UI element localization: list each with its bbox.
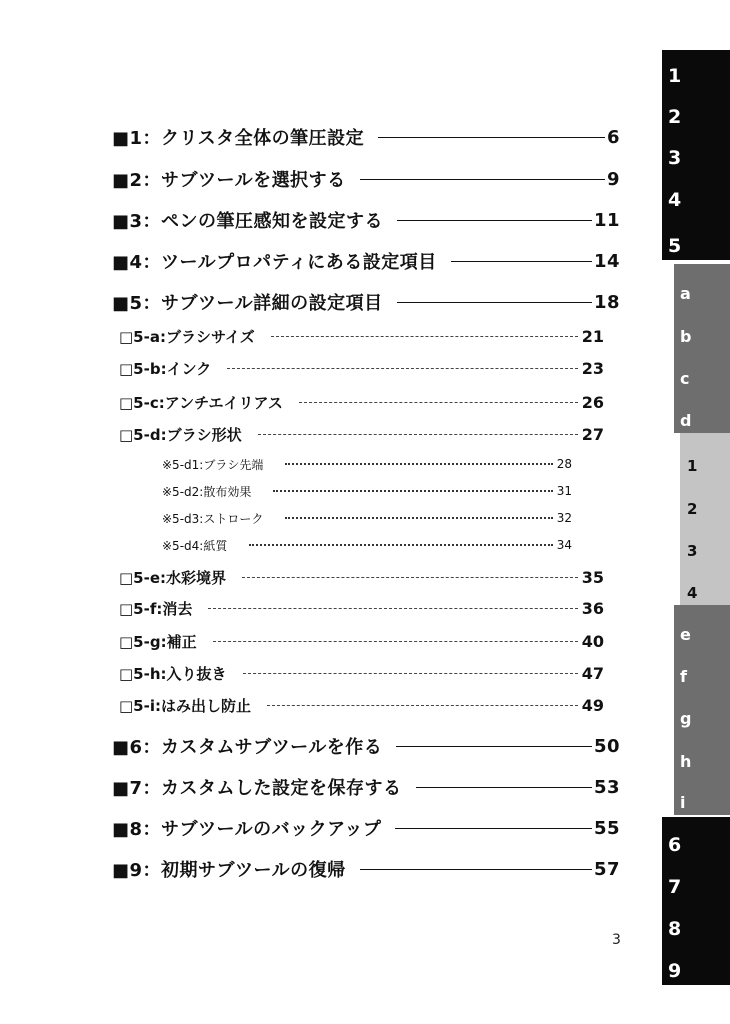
- index-tab-label: e: [680, 625, 691, 644]
- toc-entry-1[interactable]: [112, 124, 620, 150]
- toc-entry-page: 57: [593, 858, 620, 880]
- toc-entry-8[interactable]: [112, 815, 620, 841]
- leader-line: [285, 517, 552, 519]
- index-tab-9[interactable]: [662, 943, 730, 985]
- toc-entry-page: 21: [581, 326, 604, 346]
- index-tab-2[interactable]: [662, 90, 730, 131]
- toc-entry-5d[interactable]: [119, 422, 604, 446]
- index-tab-label: 1: [668, 65, 682, 87]
- toc-entry-2[interactable]: [112, 166, 620, 192]
- leader-line: [416, 787, 592, 788]
- leader-line: [258, 434, 578, 435]
- toc-entry-page: 34: [556, 538, 572, 552]
- index-tab-label: i: [680, 793, 686, 812]
- toc-entry-title: □5-g:補正: [119, 632, 197, 651]
- toc-entry-4[interactable]: [112, 248, 620, 274]
- toc-entry-5b[interactable]: [119, 356, 604, 380]
- index-tab-5f[interactable]: [674, 647, 730, 689]
- leader-line: [451, 261, 592, 262]
- toc-entry-title: □5-f:消去: [119, 599, 193, 618]
- toc-entry-title: ■4：ツールプロパティにある設定項目: [112, 252, 437, 273]
- toc-entry-5d1[interactable]: [162, 454, 572, 474]
- index-tab-5d4[interactable]: [680, 563, 730, 605]
- toc-entry-6[interactable]: [112, 733, 620, 759]
- toc-entry-page: 36: [581, 598, 604, 618]
- leader-line: [273, 490, 552, 492]
- toc-entry-5c[interactable]: [119, 390, 604, 414]
- toc-entry-title: □5-b:インク: [119, 359, 212, 378]
- leader-line: [208, 608, 577, 609]
- toc-entry-title: □5-a:ブラシサイズ: [119, 327, 255, 346]
- toc-entry-page: 53: [593, 776, 620, 798]
- toc-entry-5d4[interactable]: [162, 535, 572, 555]
- toc-entry-title: ■6：カスタムサブツールを作る: [112, 737, 383, 758]
- toc-entry-page: 40: [581, 631, 604, 651]
- toc-entry-page: 18: [593, 291, 620, 313]
- toc-entry-page: 31: [556, 484, 572, 498]
- toc-entry-5i[interactable]: [119, 693, 604, 717]
- toc-entry-title: ■5：サブツール詳細の設定項目: [112, 293, 383, 314]
- index-tab-5b[interactable]: [674, 306, 730, 349]
- index-tab-label: 3: [687, 542, 698, 560]
- toc-entry-page: 28: [556, 457, 572, 471]
- index-tab-5g[interactable]: [674, 689, 730, 731]
- toc-entry-5e[interactable]: [119, 565, 604, 589]
- toc-entry-title: ※5-d1:ブラシ先端: [162, 457, 264, 472]
- toc-entry-title: ■1：クリスタ全体の筆圧設定: [112, 128, 365, 149]
- toc-entry-page: 47: [581, 663, 604, 683]
- toc-entry-page: 9: [606, 168, 620, 190]
- index-tab-1[interactable]: [662, 50, 730, 90]
- index-tab-5i[interactable]: [674, 774, 730, 815]
- toc-entry-title: □5-c:アンチエイリアス: [119, 393, 283, 412]
- leader-line: [267, 705, 578, 706]
- toc-entry-page: 50: [593, 735, 620, 757]
- index-tab-label: 2: [687, 500, 698, 518]
- leader-line: [360, 179, 605, 180]
- index-tab-7[interactable]: [662, 859, 730, 901]
- toc-entry-page: 11: [593, 209, 620, 231]
- index-tab-5h[interactable]: [674, 731, 730, 774]
- index-tab-5d3[interactable]: [680, 521, 730, 563]
- index-tab-label: 3: [668, 147, 682, 169]
- toc-entry-title: □5-e:水彩境界: [119, 568, 227, 587]
- leader-line: [213, 641, 578, 642]
- index-tab-label: 7: [668, 876, 682, 898]
- toc-entry-title: ※5-d4:紙質: [162, 538, 228, 553]
- leader-line: [243, 673, 578, 674]
- toc-entry-page: 14: [593, 250, 620, 272]
- index-tab-5d1[interactable]: [680, 433, 730, 478]
- leader-line: [299, 402, 578, 403]
- toc-entry-page: 49: [581, 695, 604, 715]
- toc-entry-title: ■7：カスタムした設定を保存する: [112, 778, 402, 799]
- index-tab-label: g: [680, 709, 692, 728]
- toc-entry-page: 6: [606, 126, 620, 148]
- index-tab-label: d: [680, 411, 692, 430]
- index-tab-label: 4: [668, 189, 682, 211]
- leader-line: [397, 220, 592, 221]
- index-tab-label: 1: [687, 457, 698, 475]
- index-tab-label: c: [680, 369, 690, 388]
- leader-line: [285, 463, 552, 465]
- index-tab-3[interactable]: [662, 131, 730, 172]
- toc-entry-title: ※5-d2:散布効果: [162, 484, 252, 499]
- index-tab-6[interactable]: [662, 817, 730, 859]
- index-tab-label: a: [680, 284, 691, 303]
- toc-entry-page: 35: [581, 567, 604, 587]
- leader-line: [396, 746, 592, 747]
- leader-line: [397, 302, 592, 303]
- leader-line: [395, 828, 592, 829]
- toc-entry-page: 32: [556, 511, 572, 525]
- leader-line: [378, 137, 605, 138]
- toc-entry-title: ※5-d3:ストローク: [162, 511, 264, 526]
- index-tab-5c[interactable]: [674, 349, 730, 391]
- toc-entry-page: 26: [581, 392, 604, 412]
- toc-entry-3[interactable]: [112, 207, 620, 233]
- index-tab-5d[interactable]: [674, 391, 730, 433]
- toc-entry-page: 27: [581, 424, 604, 444]
- leader-line: [242, 577, 578, 578]
- leader-line: [249, 544, 552, 546]
- toc-entry-5f[interactable]: [119, 596, 604, 620]
- index-tab-5a[interactable]: [674, 264, 730, 306]
- index-tab-8[interactable]: [662, 901, 730, 943]
- toc-entry-5d3[interactable]: [162, 508, 572, 528]
- toc-entry-5[interactable]: [112, 289, 620, 315]
- index-tab-label: 9: [668, 960, 682, 982]
- toc-entry-page: 55: [593, 817, 620, 839]
- index-tab-label: h: [680, 752, 692, 771]
- toc-entry-title: ■9：初期サブツールの復帰: [112, 860, 346, 881]
- index-tab-label: 8: [668, 918, 682, 940]
- index-tab-label: 2: [668, 106, 682, 128]
- leader-line: [271, 336, 578, 337]
- toc-entry-7[interactable]: [112, 774, 620, 800]
- leader-line: [360, 869, 592, 870]
- index-tab-5[interactable]: [662, 214, 730, 260]
- toc-entry-title: □5-d:ブラシ形状: [119, 425, 242, 444]
- index-tab-5d2[interactable]: [680, 478, 730, 521]
- toc-entry-title: □5-h:入り抜き: [119, 664, 227, 683]
- toc-entry-9[interactable]: [112, 856, 620, 882]
- index-tab-5e[interactable]: [674, 605, 730, 647]
- toc-entry-5d2[interactable]: [162, 481, 572, 501]
- index-tab-label: 5: [668, 235, 682, 257]
- leader-line: [227, 368, 577, 369]
- index-tab-label: 4: [687, 584, 698, 602]
- toc-entry-title: □5-i:はみ出し防止: [119, 696, 251, 715]
- toc-entry-5a[interactable]: [119, 324, 604, 348]
- toc-entry-title: ■2：サブツールを選択する: [112, 170, 346, 191]
- toc-entry-5g[interactable]: [119, 629, 604, 653]
- toc-entry-title: ■8：サブツールのバックアップ: [112, 819, 382, 840]
- index-tab-label: b: [680, 327, 692, 346]
- toc-entry-title: ■3：ペンの筆圧感知を設定する: [112, 211, 384, 232]
- page-number: 3: [612, 932, 621, 948]
- index-tab-label: 6: [668, 834, 682, 856]
- index-tab-label: f: [680, 667, 687, 686]
- index-tab-4[interactable]: [662, 172, 730, 214]
- toc-entry-5h[interactable]: [119, 661, 604, 685]
- toc-entry-page: 23: [581, 358, 604, 378]
